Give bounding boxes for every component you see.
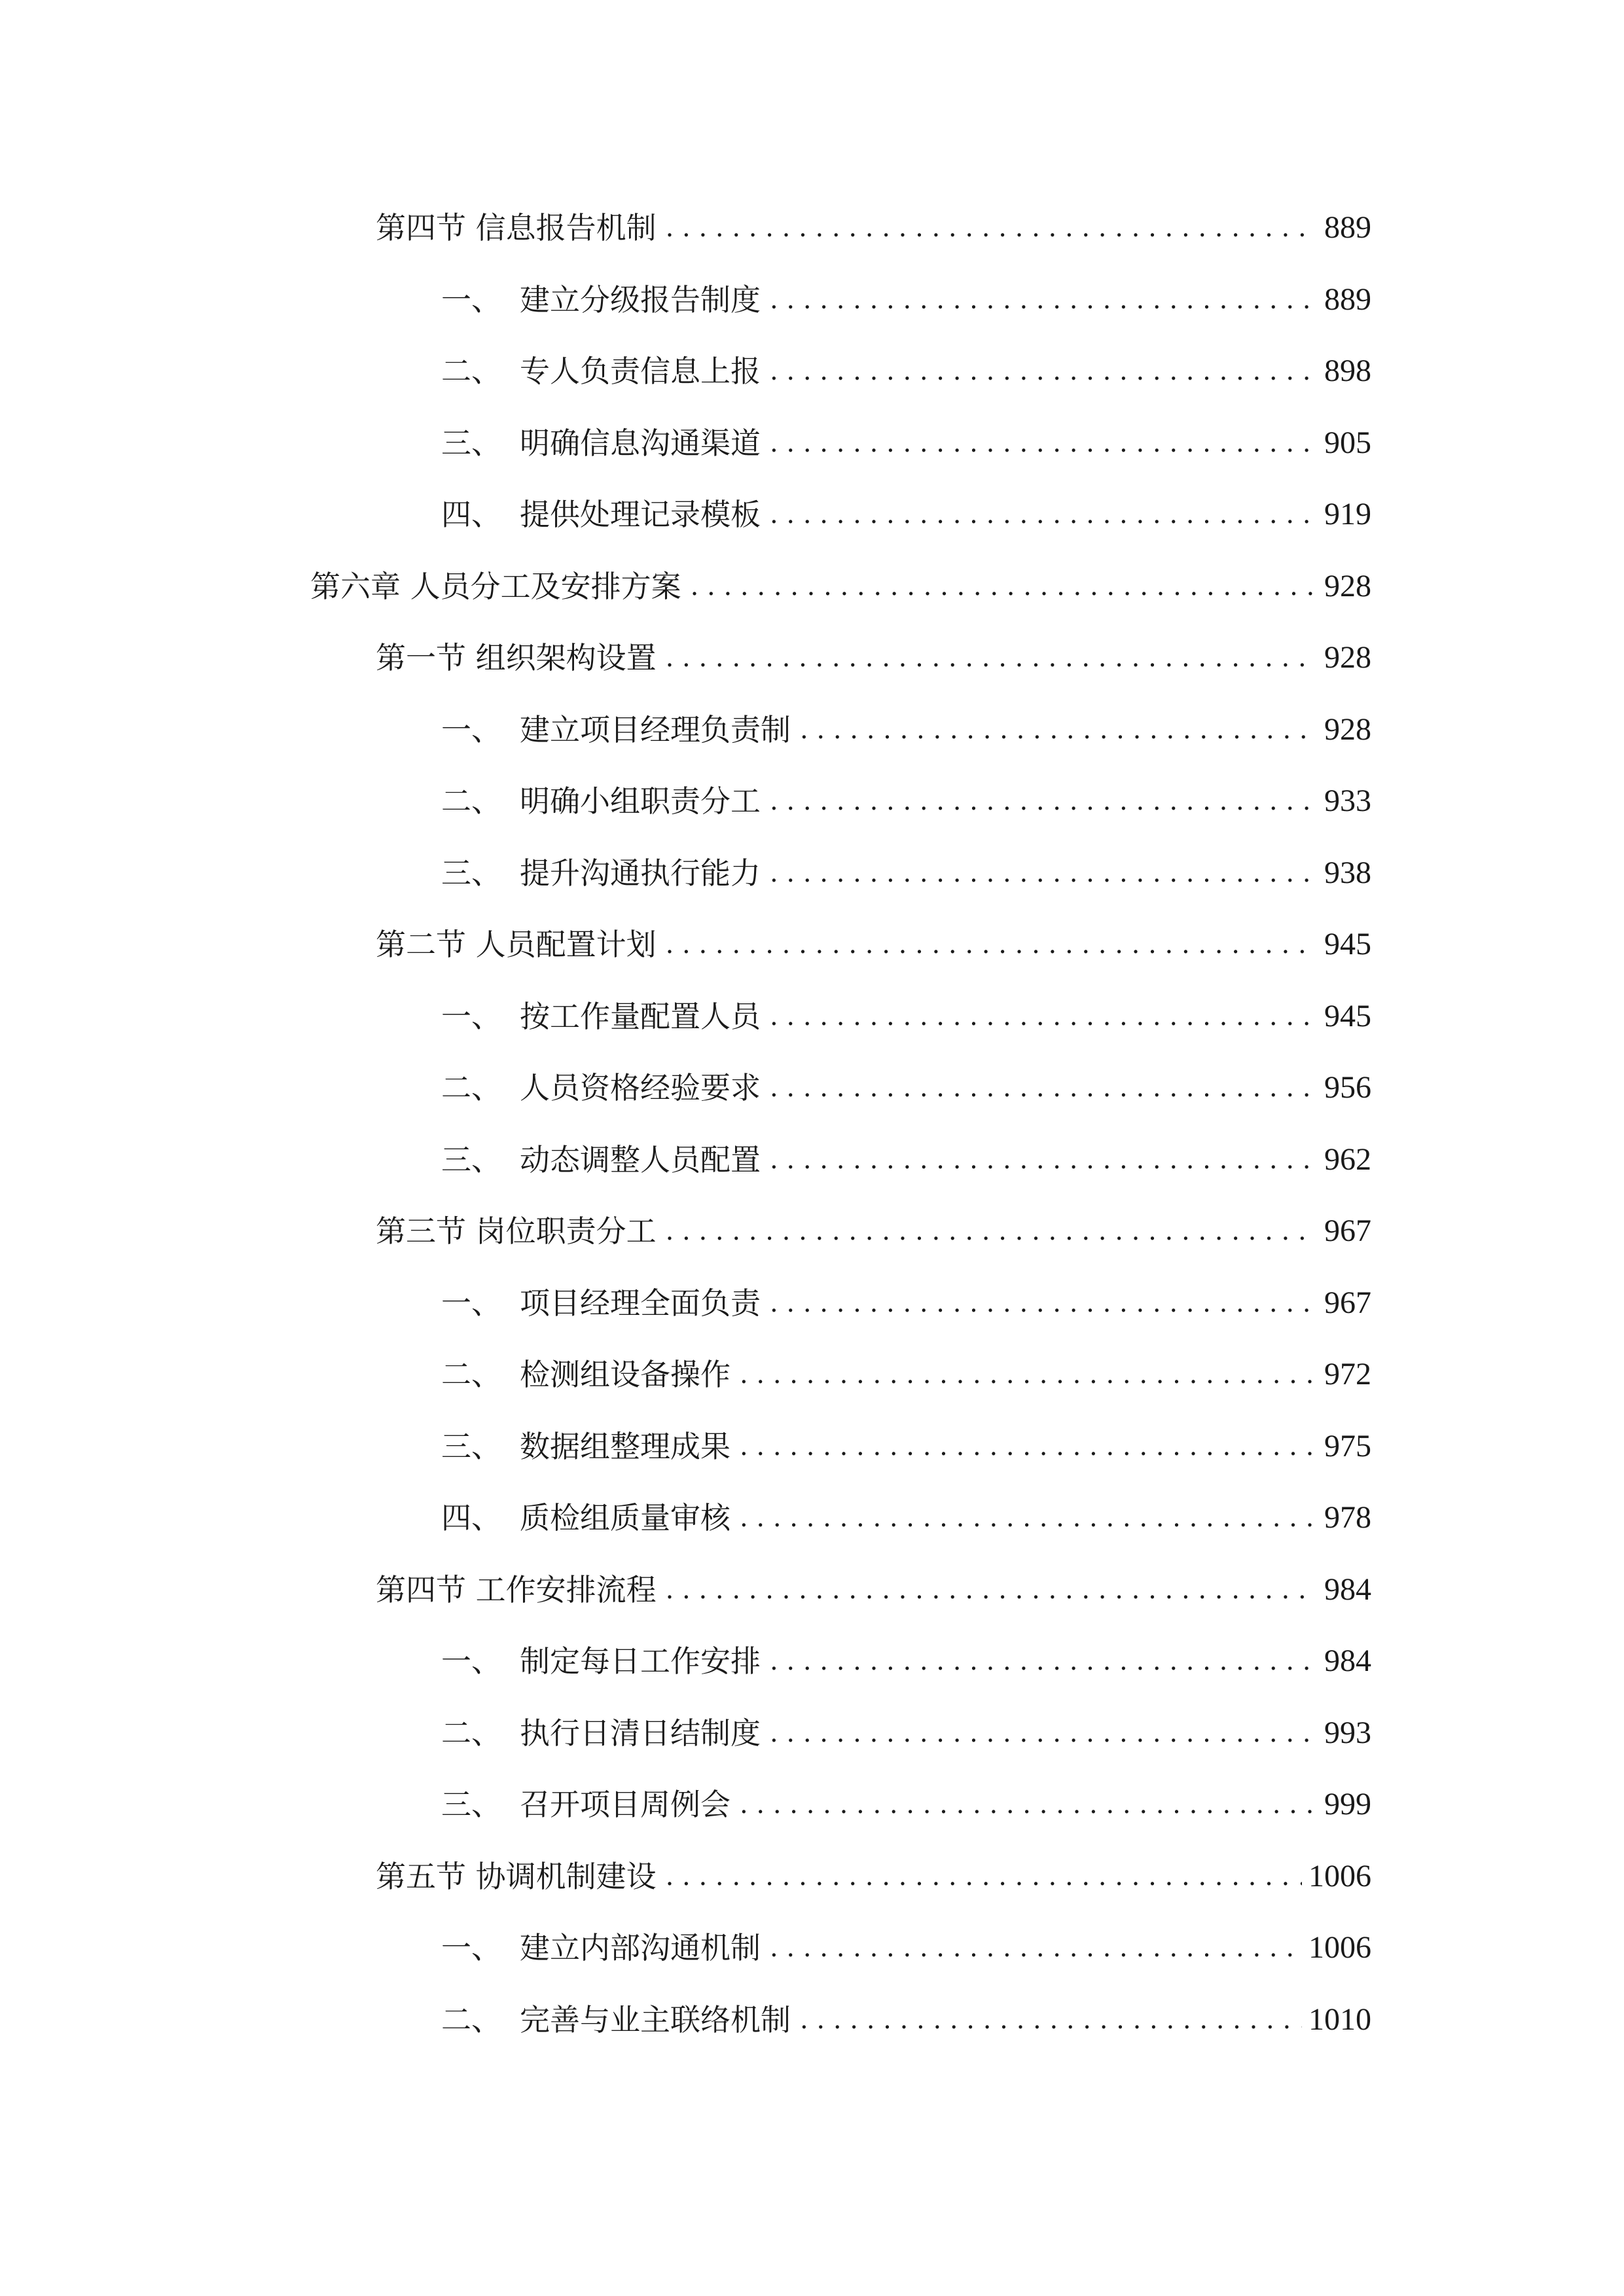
- toc-entry-marker: 三、: [441, 1142, 501, 1177]
- dot-leader: [770, 1134, 1312, 1186]
- toc-entry-page: 945: [1324, 927, 1371, 961]
- toc-entry-page: 993: [1324, 1715, 1371, 1750]
- dot-leader: [666, 202, 1312, 254]
- toc-entry-title: 提供处理记录模板: [520, 497, 761, 532]
- toc-entry-item[interactable]: [441, 1492, 1371, 1544]
- toc-entry-item[interactable]: [441, 704, 1371, 756]
- toc-entry-section[interactable]: [376, 1205, 1371, 1257]
- toc-entry-item[interactable]: [441, 488, 1371, 541]
- toc-entry-section[interactable]: [376, 918, 1371, 971]
- toc-entry-page: 984: [1324, 1572, 1371, 1607]
- toc-entry-section[interactable]: [376, 1850, 1371, 1903]
- dot-leader: [800, 1994, 1302, 2046]
- toc-entry-page: 889: [1324, 210, 1371, 245]
- toc-entry-page: 905: [1324, 425, 1371, 460]
- toc-entry-title: 按工作量配置人员: [520, 999, 761, 1034]
- dot-leader: [770, 274, 1312, 326]
- toc-entry-title: 第一节 组织架构设置: [376, 640, 657, 675]
- toc-entry-section[interactable]: [376, 1564, 1371, 1616]
- toc-entry-title: 明确小组职责分工: [520, 783, 761, 819]
- toc-entry-title: 建立分级报告制度: [520, 282, 761, 317]
- toc-entry-item[interactable]: [441, 1420, 1371, 1473]
- toc-entry-title: 动态调整人员配置: [520, 1142, 761, 1177]
- toc-entry-page: 928: [1324, 712, 1371, 747]
- toc-entry-marker: 二、: [441, 1070, 501, 1105]
- toc-entry-item[interactable]: [441, 1062, 1371, 1114]
- toc-entry-page: 1006: [1308, 1859, 1371, 1893]
- toc-entry-marker: 一、: [441, 282, 501, 317]
- dot-leader: [770, 417, 1312, 469]
- toc-entry-title: 完善与业主联络机制: [520, 2002, 791, 2037]
- toc-entry-page: 945: [1324, 999, 1371, 1033]
- toc-entry-marker: 三、: [441, 855, 501, 891]
- toc-entry-marker: 三、: [441, 425, 501, 461]
- dot-leader: [770, 345, 1312, 397]
- toc-entry-title: 执行日清日结制度: [520, 1715, 761, 1751]
- toc-entry-marker: 二、: [441, 783, 501, 819]
- toc-entry-marker: 三、: [441, 1429, 501, 1464]
- toc-entry-marker: 一、: [441, 1285, 501, 1321]
- toc-entry-title: 第四节 工作安排流程: [376, 1572, 657, 1607]
- dot-leader: [770, 1277, 1312, 1329]
- toc-entry-marker: 四、: [441, 497, 501, 532]
- toc-entry-title: 第三节 岗位职责分工: [376, 1213, 657, 1249]
- toc-entry-page: 919: [1324, 497, 1371, 531]
- toc-entry-marker: 一、: [441, 712, 501, 747]
- dot-leader: [770, 488, 1312, 541]
- toc-entry-item[interactable]: [441, 1707, 1371, 1759]
- toc-entry-title: 检测组设备操作: [520, 1357, 731, 1392]
- toc-entry-page: 978: [1324, 1500, 1371, 1535]
- toc-entry-page: 889: [1324, 282, 1371, 317]
- toc-entry-page: 984: [1324, 1643, 1371, 1678]
- dot-leader: [740, 1420, 1312, 1473]
- toc-entry-item[interactable]: [441, 1778, 1371, 1831]
- dot-leader: [770, 1922, 1302, 1974]
- toc-entry-item[interactable]: [441, 274, 1371, 326]
- toc-entry-page: 1006: [1308, 1930, 1371, 1965]
- toc-entry-title: 召开项目周例会: [520, 1787, 731, 1822]
- toc-entry-marker: 三、: [441, 1787, 501, 1822]
- toc-entry-title: 制定每日工作安排: [520, 1643, 761, 1679]
- toc-entry-title: 建立内部沟通机制: [520, 1930, 761, 1965]
- toc-entry-item[interactable]: [441, 775, 1371, 827]
- toc-entry-marker: 一、: [441, 999, 501, 1034]
- toc-entry-marker: 一、: [441, 1930, 501, 1965]
- dot-leader: [666, 1205, 1312, 1257]
- toc-entry-page: 898: [1324, 353, 1371, 388]
- toc-entry-marker: 二、: [441, 1357, 501, 1392]
- toc-entry-title: 建立项目经理负责制: [520, 712, 791, 747]
- dot-leader: [770, 775, 1312, 827]
- toc-entry-page: 967: [1324, 1213, 1371, 1248]
- toc-entry-marker: 一、: [441, 1643, 501, 1679]
- toc-entry-title: 专人负责信息上报: [520, 353, 761, 389]
- toc-entry-item[interactable]: [441, 1134, 1371, 1186]
- dot-leader: [740, 1778, 1312, 1831]
- toc-entry-title: 质检组质量审核: [520, 1500, 731, 1535]
- toc-entry-item[interactable]: [441, 417, 1371, 469]
- toc-entry-item[interactable]: [441, 1635, 1371, 1687]
- toc-entry-title: 第六章 人员分工及安排方案: [310, 569, 681, 604]
- toc-entry-section[interactable]: [376, 632, 1371, 684]
- toc-entry-page: 928: [1324, 640, 1371, 675]
- toc-entry-page: 999: [1324, 1787, 1371, 1821]
- toc-entry-page: 938: [1324, 855, 1371, 890]
- toc-entry-title: 数据组整理成果: [520, 1429, 731, 1464]
- dot-leader: [770, 1062, 1312, 1114]
- dot-leader: [740, 1492, 1312, 1544]
- dot-leader: [770, 1707, 1312, 1759]
- toc-entry-page: 933: [1324, 783, 1371, 818]
- toc-entry-item[interactable]: [441, 1277, 1371, 1329]
- dot-leader: [666, 632, 1312, 684]
- dot-leader: [666, 1850, 1302, 1903]
- toc-entry-marker: 二、: [441, 353, 501, 389]
- dot-leader: [740, 1348, 1312, 1401]
- toc-entry-page: 972: [1324, 1357, 1371, 1391]
- dot-leader: [666, 1564, 1312, 1616]
- toc-entry-marker: 二、: [441, 1715, 501, 1751]
- toc-entry-page: 1010: [1308, 2002, 1371, 2037]
- toc-entry-item[interactable]: [441, 990, 1371, 1043]
- toc-entry-page: 956: [1324, 1070, 1371, 1105]
- toc-entry-title: 第五节 协调机制建设: [376, 1859, 657, 1894]
- toc-entry-section[interactable]: [376, 202, 1371, 254]
- toc-entry-item[interactable]: [441, 847, 1371, 899]
- toc-entry-title: 第四节 信息报告机制: [376, 210, 657, 245]
- toc-entry-page: 928: [1324, 569, 1371, 603]
- toc-entry-title: 人员资格经验要求: [520, 1070, 761, 1105]
- dot-leader: [770, 847, 1312, 899]
- toc-entry-marker: 四、: [441, 1500, 501, 1535]
- toc-entry-marker: 二、: [441, 2002, 501, 2037]
- dot-leader: [666, 918, 1312, 971]
- dot-leader: [770, 1635, 1312, 1687]
- toc-entry-item[interactable]: [441, 1922, 1371, 1974]
- toc-entry-title: 明确信息沟通渠道: [520, 425, 761, 461]
- dot-leader: [770, 990, 1312, 1043]
- toc-entry-page: 962: [1324, 1142, 1371, 1177]
- toc-entry-item[interactable]: [441, 345, 1371, 397]
- dot-leader: [800, 704, 1312, 756]
- toc-entry-item[interactable]: [441, 1348, 1371, 1401]
- toc-entry-page: 967: [1324, 1285, 1371, 1320]
- toc-entry-page: 975: [1324, 1429, 1371, 1463]
- toc-entry-title: 第二节 人员配置计划: [376, 927, 657, 962]
- dot-leader: [691, 560, 1312, 613]
- toc-entry-title: 提升沟通执行能力: [520, 855, 761, 891]
- toc-entry-title: 项目经理全面负责: [520, 1285, 761, 1321]
- toc-entry-item[interactable]: [441, 1994, 1371, 2046]
- toc-entry-chapter[interactable]: [310, 560, 1371, 613]
